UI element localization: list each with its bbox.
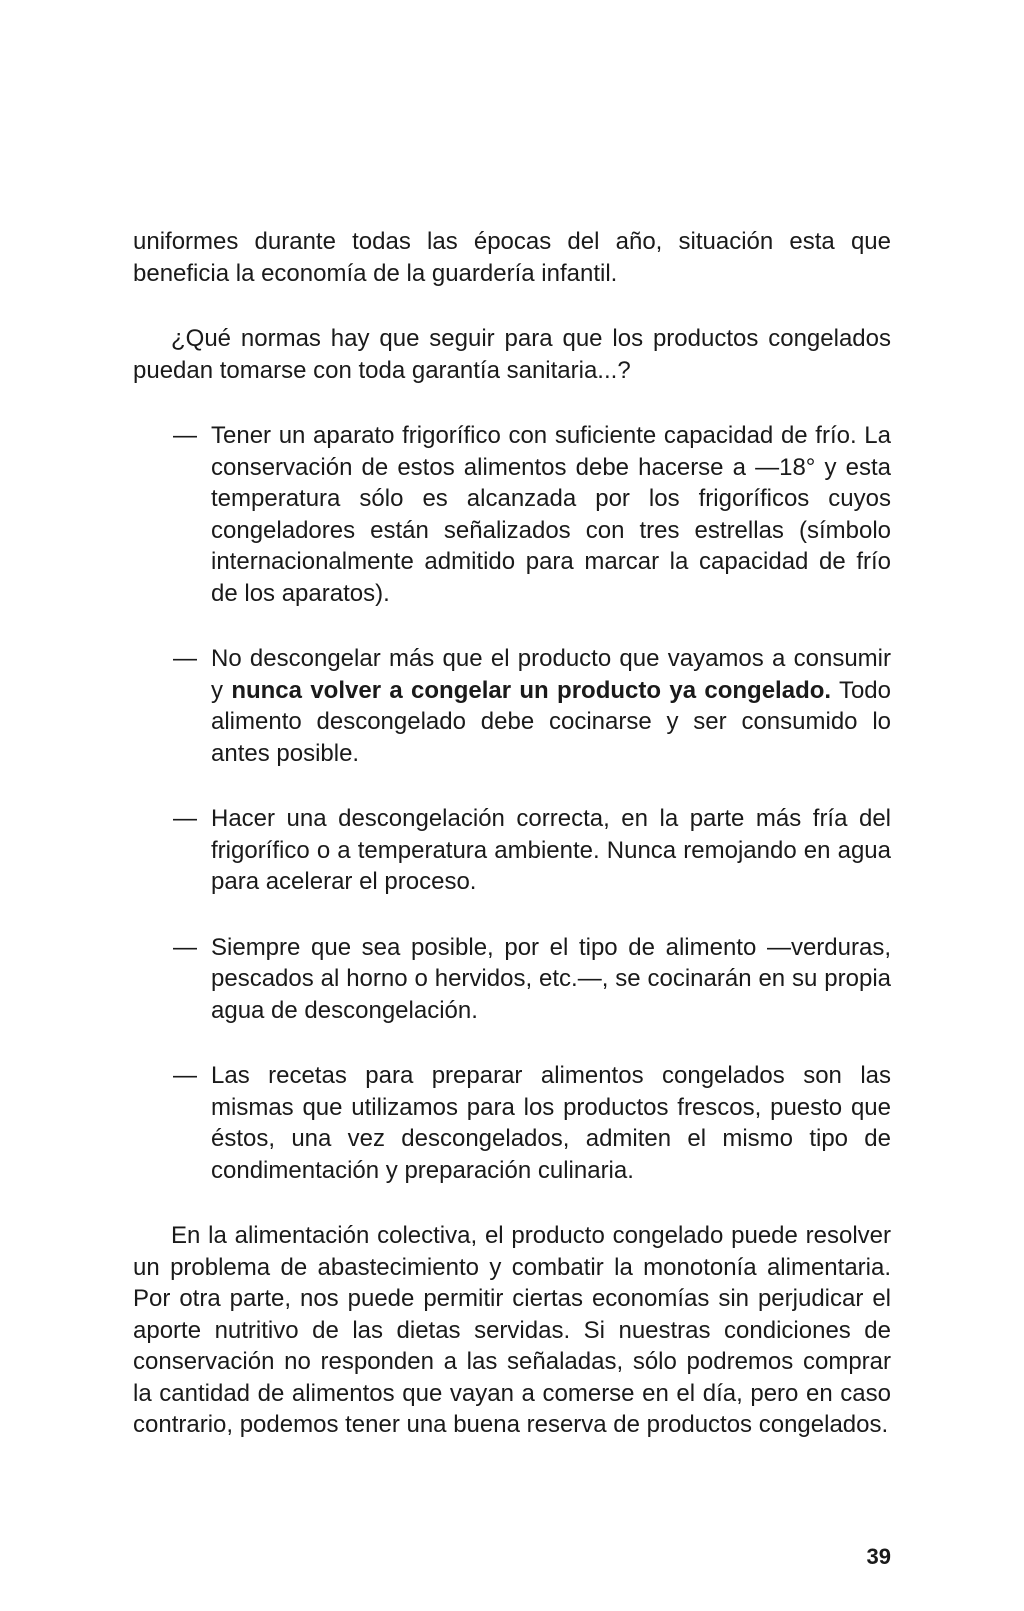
list-item-text: Tener un aparato frigorífico con suficiente capacidad de frío. La conservación de estos alimentos debe hacerse a —18° y esta temperatura sólo es alcanzada por los frigoríficos cuyos congeladores están señalizados con tres estrellas (símbolo internacionalmente admitido para marcar la capacidad de frío de los aparatos). (211, 422, 891, 607)
dash-marker: — (173, 805, 197, 832)
list-item-text-lead: No descongelar más que el producto que vayamos a consumir y (211, 645, 891, 704)
list-item-text: Las recetas para preparar alimentos congelados son las mismas que utilizamos para los productos frescos, puesto que éstos, una vez descongelados, admiten el mismo tipo de condimentación y preparación culinaria. (211, 1062, 891, 1184)
norms-list (133, 420, 891, 1186)
list-item-text: Hacer una descongelación correcta, en la parte más fría del frigorífico o a temperatura ambiente. Nunca remojando en agua para acelerar el proceso. (211, 805, 891, 895)
list-item (133, 932, 891, 1027)
list-item (133, 803, 891, 898)
dash-marker: — (173, 933, 197, 961)
list-item-text: Siempre que sea posible, por el tipo de alimento —verduras, pescados al horno o hervidos, etc.—, se cocinarán en su propia agua de descongelación. (211, 933, 891, 1024)
list-item-text-tail: Todo alimento descongelado debe cocinarse y ser consumido lo antes posible. (211, 676, 891, 767)
emphasis-bold: nunca volver a congelar un producto ya congelado. (231, 676, 832, 704)
paragraph-closing: En la alimentación colectiva, el producto congelado puede resolver un problema de abastecimiento y combatir la monotonía alimentaria. Por otra parte, nos puede permitir ciertas economías sin perjudicar el aporte nutritivo de las dietas servidas. Si nuestras condiciones de conservación no responden a las señaladas, sólo podremos comprar la cantidad de alimentos que vayan a comerse en el día, pero en caso contrario, podemos tener una buena reserva de productos congelados. (133, 1222, 891, 1438)
list-item (133, 643, 891, 769)
dash-marker: — (173, 422, 197, 449)
paragraph-continuation: uniformes durante todas las épocas del año, situación esta que beneficia la economía de la guardería infantil. (133, 228, 891, 287)
list-item (133, 1060, 891, 1186)
dash-marker: — (173, 1062, 197, 1089)
paragraph-question: ¿Qué normas hay que seguir para que los productos congelados puedan tomarse con toda garantía sanitaria...? (133, 325, 891, 384)
page-body (133, 226, 891, 1441)
list-item-text (211, 643, 891, 769)
page-number: 39 (866, 1544, 891, 1569)
dash-marker: — (173, 645, 197, 672)
list-item (133, 420, 891, 609)
